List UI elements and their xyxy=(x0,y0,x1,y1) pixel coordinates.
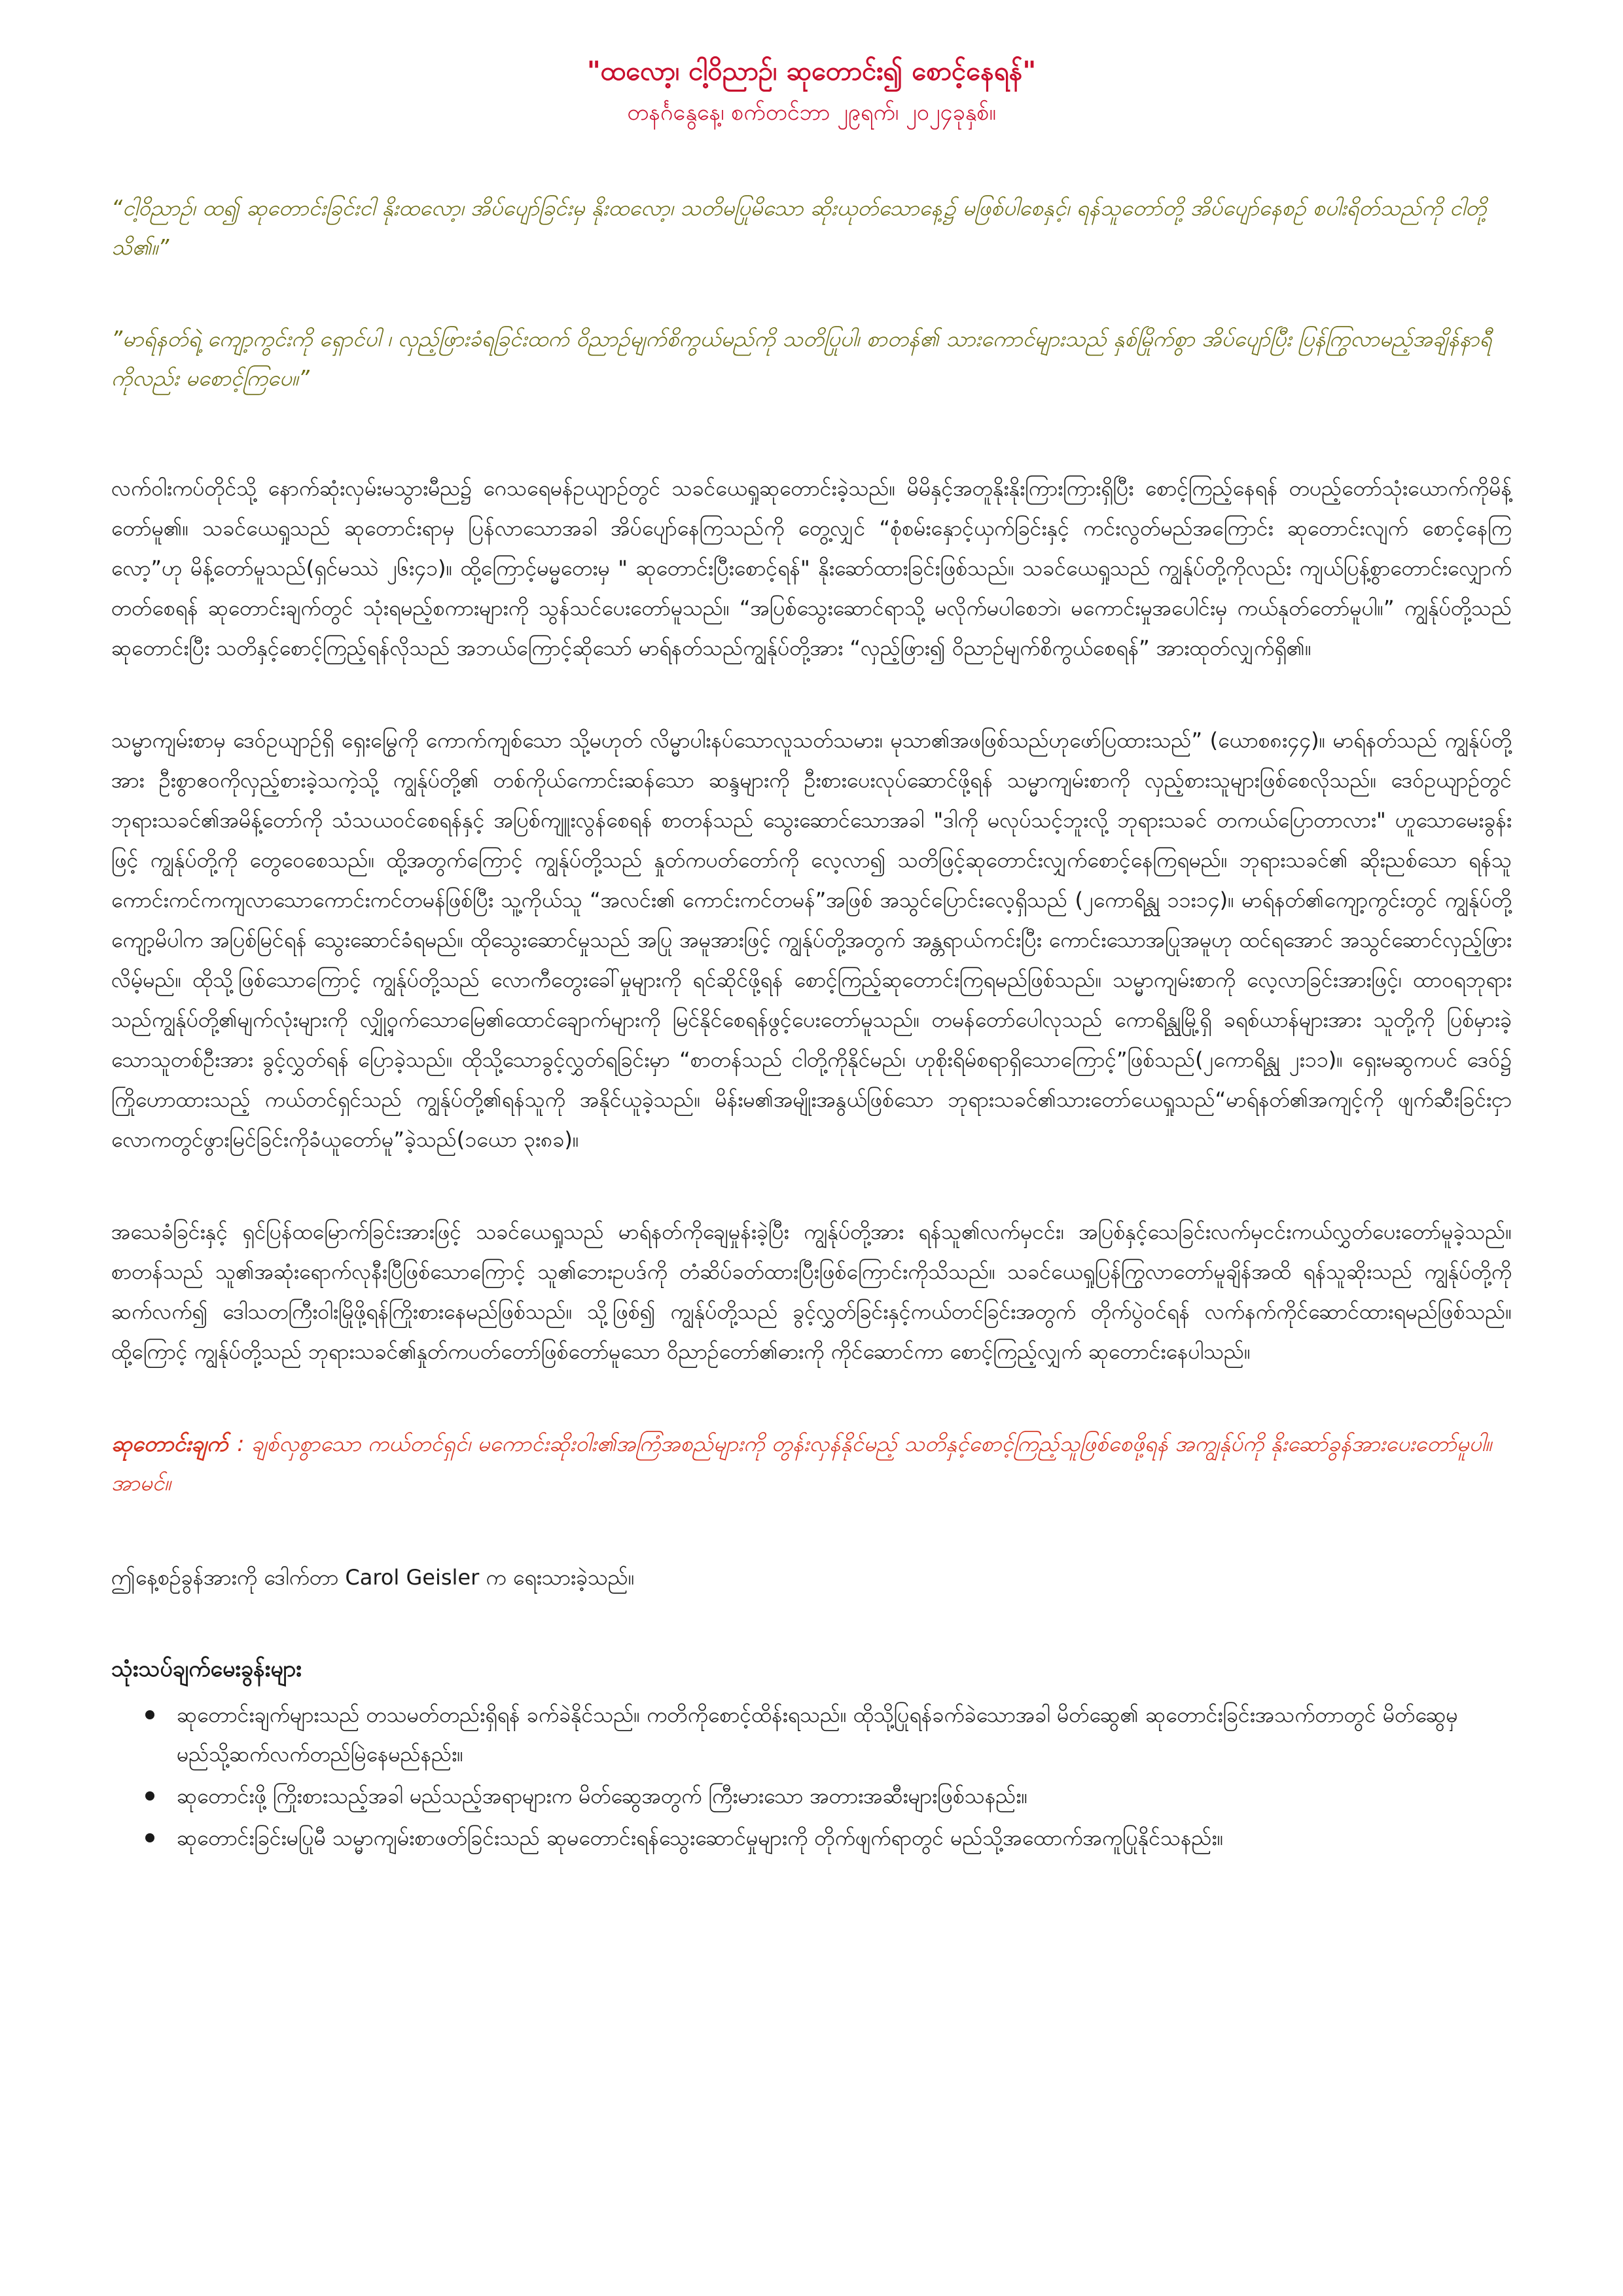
body-paragraph: သမ္မာကျမ်းစာမှ ဒေဝ်ဥယျာဉ်ရှိ ရှေးမြွေကို ကောက်ကျစ်သော သို့မဟုတ် လိမ္မာပါးနပ်သောလူသတ်သမား၊ မုသာ၏အဖဖြစ်သည်ဟုဖော်ပြထားသည်” (ယောစ၈း၄၄)။ မာရ်နတ်သည် ကျွန်ုပ်တို့အား ဦးစွာဧဝကိုလှည့်စားခဲ့သကဲ့သို့ ကျွန်ုပ်တို့၏ တစ်ကိုယ်ကောင်းဆန်သော ဆန္ဒများကို ဦးစားပေးလုပ်ဆောင်ဖို့ရန် သမ္မာကျမ်းစာကို လှည့်စားသူများဖြစ်စေလိုသည်။ ဒေဝ်ဥယျာဉ်တွင် ဘုရားသခင်၏အမိန့်တော်ကို သံသယဝင်စေရန်နှင့် အပြစ်ကျူးလွန်စေရန် စာတန်သည် သွေးဆောင်သောအခါ "ဒါကို မလုပ်သင့်ဘူးလို့ ဘုရားသခင် တကယ်ပြောတာလား" ဟူသောမေးခွန်းဖြင့် ကျွန်ုပ်တို့ကို တွေဝေစေသည်။ ထို့အတွက်ကြောင့် ကျွန်ုပ်တို့သည် နှုတ်ကပတ်တော်ကို လေ့လာ၍ သတိဖြင့်ဆုတောင်းလျှက်စောင့်နေကြရမည်။ ဘုရားသခင်၏ ဆိုးညစ်သော ရန်သူ ကောင်းကင်ကကျလာသောကောင်းကင်တမန်ဖြစ်ပြီး သူ့ကိုယ်သူ “အလင်း၏ ကောင်းကင်တမန်”အဖြစ် အသွင်ပြောင်းလေ့ရှိသည် (၂ကောရိန္သု ၁၁း၁၄)။ မာရ်နတ်၏ကျော့ကွင်းတွင် ကျွန်ုပ်တို့ကျော့မိပါက အပြစ်မြင်ရန် သွေးဆောင်ခံရမည်။ ထိုသွေးဆောင်မှုသည် အပြု အမူအားဖြင့် ကျွန်ုပ်တို့အတွက် အန္တရာယ်ကင်းပြီး ကောင်းသောအပြုအမူဟု ထင်ရအောင် အသွင်ဆောင်လှည့်ဖြားလိမ့်မည်။ ထိုသို့ဖြစ်သောကြောင့် ကျွန်ုပ်တို့သည် လောကီတွေးခေါ်မှုများကို ရင်ဆိုင်ဖို့ရန် စောင့်ကြည့်ဆုတောင်းကြရမည်ဖြစ်သည်။ သမ္မာကျမ်းစာကို လေ့လာခြင်းအားဖြင့်၊ ထာဝရဘုရားသည်ကျွန်ုပ်တို့၏မျက်လုံးများကို လျှို့ဝှက်သောမြေ၏ထောင်ချောက်များကို မြင်နိုင်စေရန်ဖွင့်ပေးတော်မူသည်။ တမန်တော်ပေါလုသည် ကောရိန္သုမြို့ရှိ ခရစ်ယာန်များအား သူတို့ကို ပြစ်မှားခဲ့သောသူတစ်ဦးအား ခွင့်လွှတ်ရန် ပြောခဲ့သည်။ ထိုသို့သောခွင့်လွှတ်ရခြင်းမှာ “စာတန်သည် ငါတို့ကိုနိုင်မည်၊ ဟုစိုးရိမ်စရာရှိသောကြောင့်”ဖြစ်သည်(၂ကောရိန္သု ၂း၁၁)။ ရှေးမဆွကပင် ဒေဝ်၌ ကြိုဟောထားသည့် ကယ်တင်ရှင်သည် ကျွန်ုပ်တို့၏ရန်သူကို အနိုင်ယူခဲ့သည်။ မိန်းမ၏အမျိုးအနွယ်ဖြစ်သော ဘုရားသခင်၏သားတော်ယေရှုသည်“မာရ်နတ်၏အကျင့်ကို ဖျက်ဆီးခြင်းငှာ လောကတွင်ဖွားမြင်ခြင်းကိုခံယူတော်မူ”ခဲ့သည်(၁ယော ၃း၈ခ)။ xyxy=(111,728,1512,1152)
page-date: တနင်္ဂနွေနေ့၊ စက်တင်ဘာ ၂၉ရက်၊ ၂၀၂၄ခုနှစ်။ xyxy=(627,99,996,126)
question-text: ဆုတောင်းဖို့ ကြိုးစားသည့်အခါ မည်သည့်အရာများက မိတ်ဆွေအတွက် ကြီးမားသော အတားအဆီးများဖြစ်သနည်း။ xyxy=(177,1784,1028,1808)
list-item xyxy=(111,1695,1512,1774)
prayer-label: ဆုတောင်းချက် xyxy=(111,1431,228,1456)
prayer xyxy=(111,1424,1512,1503)
prayer-text: : ချစ်လှစွာသော ကယ်တင်ရှင်၊ မကောင်းဆိုးဝါး၏အကြံအစည်များကို တွန်းလှန်နိုင်မည့် သတိနှင့်စောင့်ကြည့်သူဖြစ်စေဖို့ရန် အကျွန်ုပ်ကို နိုးဆော်ခွန်အားပေးတော်မူပါ။ အာမင်။ xyxy=(111,1431,1492,1496)
list-item xyxy=(111,1776,1512,1816)
page-title: "ထလော့၊ ငါ့ဝိညာဉ်၊ ဆုတောင်း၍ စောင့်နေရန်" xyxy=(586,56,1037,86)
bullet-icon xyxy=(145,1833,154,1842)
summary-quote: ”မာရ်နတ်ရဲ့ ကျော့ကွင်းကို ရှောင်ပါ ၊ လှည့်ဖြားခံရခြင်းထက် ဝိညာဉ်မျက်စိကွယ်မည်ကို သတိပြုပါ၊ စာတန်၏ သားကောင်များသည် နှစ်မြိုက်စွာ အိပ်ပျော်ပြီး ပြန်ကြွလာမည့်အချိန်နာရီကိုလည်း မစောင့်ကြပေ။” xyxy=(111,326,1492,391)
bullet-icon xyxy=(145,1710,154,1719)
reflection-heading: သုံးသပ်ချက်မေးခွန်းများ xyxy=(111,1656,302,1682)
question-text: ဆုတောင်းချက်များသည် တသမတ်တည်းရှိရန် ခက်ခဲနိုင်သည်။ ကတိကိုစောင့်ထိန်းရသည်။ ထိုသို့ပြုရန်ခက်ခဲသောအခါ မိတ်ဆွေ၏ ဆုတောင်းခြင်းအသက်တာတွင် မိတ်ဆွေမှ မည်သို့ဆက်လက်တည်မြဲနေမည်နည်း။ xyxy=(177,1702,1458,1767)
list-item xyxy=(111,1818,1512,1857)
question-text: ဆုတောင်းခြင်းမပြုမီ သမ္မာကျမ်းစာဖတ်ခြင်းသည် ဆုမတောင်းရန်သွေးဆောင်မှုများကို တိုက်ဖျက်ရာတွင် မည်သို့အထောက်အကူပြုနိုင်သနည်း။ xyxy=(177,1825,1224,1850)
bullet-icon xyxy=(145,1791,154,1801)
author-line: ဤနေ့စဉ်ခွန်အားကို ဒေါက်တာ Carol Geisler က ရေးသားခဲ့သည်။ xyxy=(111,1565,635,1590)
reflection-list xyxy=(111,1695,1512,1857)
opening-quote: “ငါ့ဝိညာဉ်၊ ထ၍ ဆုတောင်းခြင်းငါ နိုးထလော့၊ အိပ်ပျော်ခြင်းမှ နိုးထလော့၊ သတိမပြုမိသော ဆိုးယုတ်သောနေ့၌ မဖြစ်ပါစေနှင့်၊ ရန်သူတော်တို့ အိပ်ပျော်နေစဉ် စပါးရိတ်သည်ကို ငါတို့သိ၏။” xyxy=(111,195,1487,260)
body-paragraph: လက်ဝါးကပ်တိုင်သို့ နောက်ဆုံးလှမ်းမသွားမီည၌ ဂေသရေမန်ဥယျာဉ်တွင် သခင်ယေရှုဆုတောင်းခဲ့သည်။ မိမိနှင့်အတူနိုးနိုးကြားကြားရှိပြီး စောင့်ကြည့်နေရန် တပည့်တော်သုံးယောက်ကိုမိန့်တော်မူ၏။ သခင်ယေရှုသည် ဆုတောင်းရာမှ ပြန်လာသောအခါ အိပ်ပျော်နေကြသည်ကို တွေ့လျှင် “စုံစမ်းနှောင့်ယှက်ခြင်းနှင့် ကင်းလွတ်မည်အကြောင်း ဆုတောင်းလျက် စောင့်နေကြလော့”ဟု မိန့်တော်မူသည်(ရှင်မဿဲ ၂၆း၄၁)။ ထို့ကြောင့်မမ္မတေးမှ " ဆုတောင်းပြီးစောင့်ရန်" နိုးဆော်ထားခြင်းဖြစ်သည်။ သခင်ယေရှုသည် ကျွန်ုပ်တို့ကိုလည်း ကျယ်ပြန့်စွာတောင်းလျှောက်တတ်စေရန် ဆုတောင်းချက်တွင် သုံးရမည့်စကားများကို သွန်သင်ပေးတော်မူသည်။ “အပြစ်သွေးဆောင်ရာသို့ မလိုက်မပါစေဘဲ၊ မကောင်းမှုအပေါင်းမှ ကယ်နုတ်တော်မူပါ။” ကျွန်ုပ်တို့သည်ဆုတောင်းပြီး သတိနှင့်စောင့်ကြည့်ရန်လိုသည် အဘယ်ကြောင့်ဆိုသော် မာရ်နတ်သည်ကျွန်ုပ်တို့အား “လှည့်ဖြား၍ ဝိညာဉ်မျက်စိကွယ်စေရန်” အားထုတ်လျှက်ရှိ၏။ xyxy=(111,476,1512,660)
body-paragraph: အသေခံခြင်းနှင့် ရှင်ပြန်ထမြောက်ခြင်းအားဖြင့် သခင်ယေရှုသည် မာရ်နတ်ကိုချေမှုန်းခဲ့ပြီး ကျွန်ုပ်တို့အား ရန်သူ၏လက်မှငင်း၊ အပြစ်နှင့်သေခြင်းလက်မှငင်းကယ်လွှတ်ပေးတော်မူခဲ့သည်။ စာတန်သည် သူ၏အဆုံးရောက်လုနီးပြီဖြစ်သောကြောင့် သူ၏ဘေးဥပဒ်ကို တံဆိပ်ခတ်ထားပြီးဖြစ်ကြောင်းကိုသိသည်။ သခင်ယေရှုပြန်ကြွလာတော်မူချိန်အထိ ရန်သူဆိုးသည် ကျွန်ုပ်တို့ကိုဆက်လက်၍ ဒေါသတကြီးဝါးမြိုဖို့ရန်ကြိုးစားနေမည်ဖြစ်သည်။ သို့ဖြစ်၍ ကျွန်ုပ်တို့သည် ခွင့်လွှတ်ခြင်းနှင့်ကယ်တင်ခြင်းအတွက် တိုက်ပွဲဝင်ရန် လက်နက်ကိုင်ဆောင်ထားရမည်ဖြစ်သည်။ ထို့ကြောင့် ကျွန်ုပ်တို့သည် ဘုရားသခင်၏နှုတ်ကပတ်တော်ဖြစ်တော်မူသော ဝိညာဉ်တော်၏ဓားကို ကိုင်ဆောင်ကာ စောင့်ကြည့်လျှက် ဆုတောင်းနေပါသည်။ xyxy=(111,1219,1512,1364)
